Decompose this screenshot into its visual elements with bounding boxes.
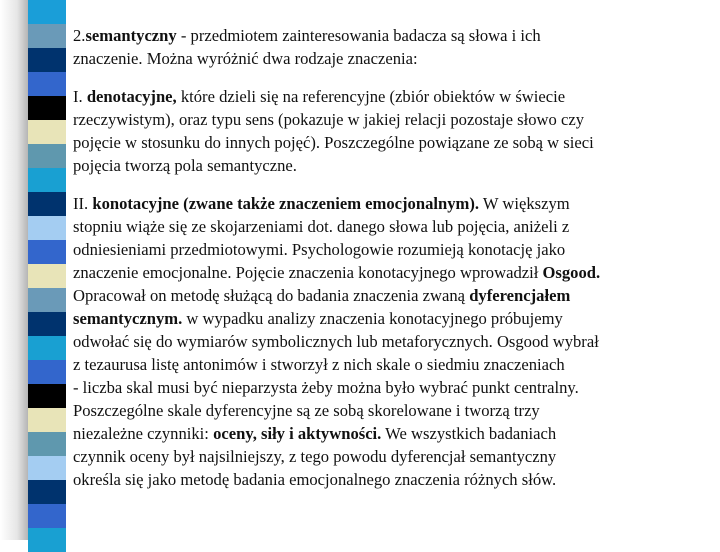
text-line: [73, 24, 718, 47]
text-segment: niezależne czynniki:: [73, 424, 214, 443]
strip-block: [28, 360, 66, 384]
strip-block: [28, 240, 66, 264]
strip-block: [28, 504, 66, 528]
text-line: [73, 108, 718, 131]
strip-block: [28, 168, 66, 192]
text-segment: - liczba skal musi być nieparzysta żeby można było wybrać punkt centralny.: [73, 378, 579, 397]
bold-term: semantycznym.: [73, 309, 183, 328]
bold-term: konotacyjne (zwane także znaczeniem emocjonalnym).: [92, 194, 479, 213]
bold-term: semantyczny: [85, 26, 177, 45]
text-segment: We wszystkich badaniach: [381, 424, 557, 443]
strip-block: [28, 96, 66, 120]
text-segment: określa się jako metodę badania emocjonalnego znaczenia różnych słów.: [73, 470, 557, 489]
bold-term: Osgood.: [542, 263, 601, 282]
bold-term: denotacyjne,: [86, 87, 177, 106]
text-segment: Opracował on metodę służącą do badania znaczenia zwaną: [73, 286, 470, 305]
strip-block: [28, 72, 66, 96]
text-line: [73, 330, 718, 353]
strip-block: [28, 480, 66, 504]
text-line: [73, 85, 718, 108]
text-segment: z tezaurusa listę antonimów i stworzył z nich skale o siedmiu znaczeniach: [73, 355, 565, 374]
strip-block: [28, 432, 66, 456]
text-line: [73, 422, 718, 445]
text-segment: Poszczególne skale dyferencyjne są ze sobą skorelowane i tworzą trzy: [73, 401, 540, 420]
text-segment: znaczenie emocjonalne. Pojęcie znaczenia konotacyjnego wprowadził: [73, 263, 543, 282]
paragraph: [73, 24, 718, 70]
decorative-color-strip: [28, 0, 66, 540]
text-line: [73, 261, 718, 284]
strip-block: [28, 216, 66, 240]
text-segment: pojęcia tworzą pola semantyczne.: [73, 156, 297, 175]
text-segment: czynnik oceny był najsilniejszy, z tego powodu dyferencjał semantyczny: [73, 447, 557, 466]
text-segment: II.: [73, 194, 93, 213]
strip-block: [28, 144, 66, 168]
text-line: [73, 192, 718, 215]
bold-term: oceny, siły i aktywności.: [213, 424, 382, 443]
strip-block: [28, 312, 66, 336]
text-line: [73, 353, 718, 376]
text-line: [73, 468, 718, 491]
slide-body-text: [73, 24, 718, 506]
text-line: [73, 47, 718, 70]
text-line: [73, 307, 718, 330]
strip-block: [28, 288, 66, 312]
text-segment: 2.: [73, 26, 86, 45]
strip-block: [28, 120, 66, 144]
text-segment: - przedmiotem zainteresowania badacza są słowa i ich: [176, 26, 541, 45]
text-segment: rzeczywistym), oraz typu sens (pokazuje w jakiej relacji pozostaje słowo czy: [73, 110, 584, 129]
strip-block: [28, 0, 66, 24]
strip-block: [28, 24, 66, 48]
text-segment: odwołać się do wymiarów symbolicznych lub metaforycznych. Osgood wybrał: [73, 332, 599, 351]
text-segment: które dzieli się na referencyjne (zbiór obiektów w świecie: [176, 87, 566, 106]
strip-block: [28, 336, 66, 360]
text-line: [73, 131, 718, 154]
text-segment: I.: [73, 87, 87, 106]
bold-term: dyferencjałem: [469, 286, 571, 305]
text-segment: w wypadku analizy znaczenia konotacyjnego próbujemy: [182, 309, 563, 328]
text-line: [73, 445, 718, 468]
strip-block: [28, 192, 66, 216]
strip-block: [28, 264, 66, 288]
strip-block: [28, 408, 66, 432]
text-line: [73, 154, 718, 177]
text-line: [73, 215, 718, 238]
text-segment: pojęcie w stosunku do innych pojęć). Poszczególne powiązane ze sobą w sieci: [73, 133, 594, 152]
strip-block: [28, 384, 66, 408]
text-segment: W większym: [479, 194, 570, 213]
text-line: [73, 238, 718, 261]
text-segment: znaczenie. Można wyróżnić dwa rodzaje znaczenia:: [73, 49, 418, 68]
paragraph: [73, 85, 718, 177]
strip-block: [28, 456, 66, 480]
text-segment: odniesieniami przedmiotowymi. Psychologowie rozumieją konotację jako: [73, 240, 566, 259]
text-line: [73, 376, 718, 399]
strip-block: [28, 48, 66, 72]
strip-block: [28, 528, 66, 552]
text-segment: stopniu wiąże się ze skojarzeniami dot. danego słowa lub pojęcia, aniżeli z: [73, 217, 570, 236]
text-line: [73, 284, 718, 307]
text-line: [73, 399, 718, 422]
paragraph: [73, 192, 718, 491]
